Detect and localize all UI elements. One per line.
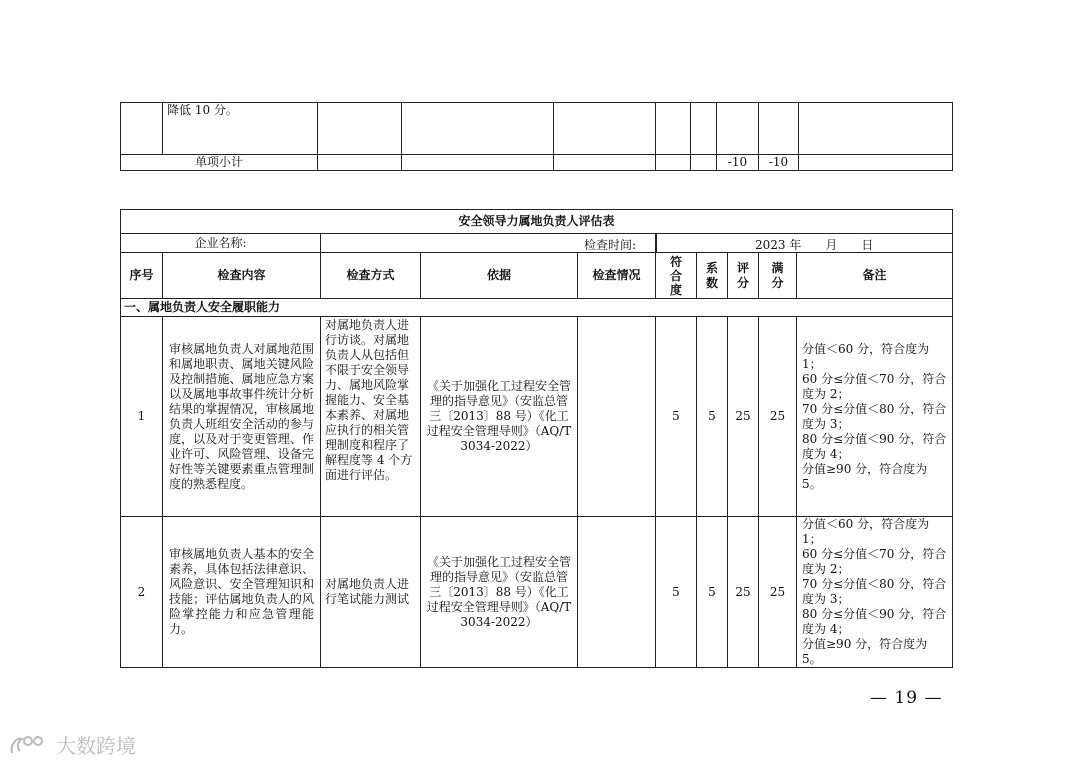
page-number: — 19 — — [870, 688, 943, 708]
header-full: 满分 — [759, 253, 797, 299]
row-full: 25 — [759, 517, 797, 668]
check-time-label: 检查时间: — [584, 238, 637, 252]
row-conformity: 5 — [656, 517, 697, 668]
row-score: 25 — [728, 317, 759, 517]
row-remark: 分值＜60 分，符合度为 1； 60 分≤分值＜70 分，符合度为 2； 70 分≤分值＜80 分，符合度为 3； 80 分≤分值＜90 分，符合度为 4； 分值≥90 分，符合度为 5。 — [797, 317, 953, 517]
check-date: 2023 年 月 日 — [755, 238, 874, 252]
check-time-divider — [656, 233, 657, 253]
row-remark: 分值＜60 分，符合度为 1； 60 分≤分值＜70 分，符合度为 2； 70 分≤分值＜80 分，符合度为 3； 80 分≤分值＜90 分，符合度为 4； 分值≥90 分，符合度为 5。 — [797, 517, 953, 668]
header-remark: 备注 — [797, 253, 953, 299]
row-status — [578, 317, 656, 517]
watermark-logo-icon — [8, 733, 52, 757]
row-no: 2 — [121, 517, 163, 668]
row-method: 对属地负责人进行访谈。对属地负责人从包括但不限于安全领导力、属地风险掌握能力、安全基本素养、对属地应执行的相关管理制度和程序了解程度等 4 个方面进行评估。 — [321, 317, 421, 517]
row-coef: 5 — [697, 517, 728, 668]
row-score: 25 — [728, 517, 759, 668]
table-row — [121, 317, 953, 517]
subtotal-label: 单项小计 — [121, 155, 318, 171]
watermark — [8, 730, 136, 759]
header-no: 序号 — [121, 253, 163, 299]
top-cell-empty — [121, 103, 163, 155]
company-label: 企业名称: — [121, 234, 321, 253]
row-basis: 《关于加强化工过程安全管理的指导意见》（安监总管三〔2013〕88 号）《化工过程安全管理导则》（AQ/T 3034-2022） — [421, 317, 578, 517]
row-status — [578, 517, 656, 668]
row-conformity: 5 — [656, 317, 697, 517]
row-method: 对属地负责人进行笔试能力测试 — [321, 517, 421, 668]
header-content: 检查内容 — [163, 253, 321, 299]
table-title: 安全领导力属地负责人评估表 — [121, 210, 953, 234]
watermark-text: 大数跨境 — [56, 734, 136, 758]
row-full: 25 — [759, 317, 797, 517]
header-conformity: 符合度 — [656, 253, 697, 299]
row-coef: 5 — [697, 317, 728, 517]
row-no: 1 — [121, 317, 163, 517]
top-table — [120, 102, 953, 171]
header-status: 检查情况 — [578, 253, 656, 299]
row-content: 审核属地负责人对属地范围和属地职责、属地关键风险及控制措施、属地应急方案以及属地事故事件统计分析结果的掌握情况，审核属地负责人班组安全活动的参与度，以及对于变更管理、作业许可、风险管理、设备完好性等关键要素重点管理制度的熟悉程度。 — [163, 317, 321, 517]
header-method: 检查方式 — [321, 253, 421, 299]
row-basis: 《关于加强化工过程安全管理的指导意见》（安监总管三〔2013〕88 号）《化工过程安全管理导则》（AQ/T 3034-2022） — [421, 517, 578, 668]
table-row — [121, 517, 953, 668]
top-row-text: 降低 10 分。 — [163, 103, 318, 155]
evaluation-table — [120, 209, 953, 668]
subtotal-score: -10 — [717, 155, 759, 171]
subtotal-full: -10 — [759, 155, 799, 171]
header-score: 评分 — [728, 253, 759, 299]
section-title: 一、属地负责人安全履职能力 — [121, 299, 953, 317]
header-coef: 系数 — [697, 253, 728, 299]
row-content: 审核属地负责人基本的安全素养，具体包括法律意识、风险意识、安全管理知识和技能；评估属地负责人的风险掌控能力和应急管理能力。 — [163, 517, 321, 668]
header-basis: 依据 — [421, 253, 578, 299]
